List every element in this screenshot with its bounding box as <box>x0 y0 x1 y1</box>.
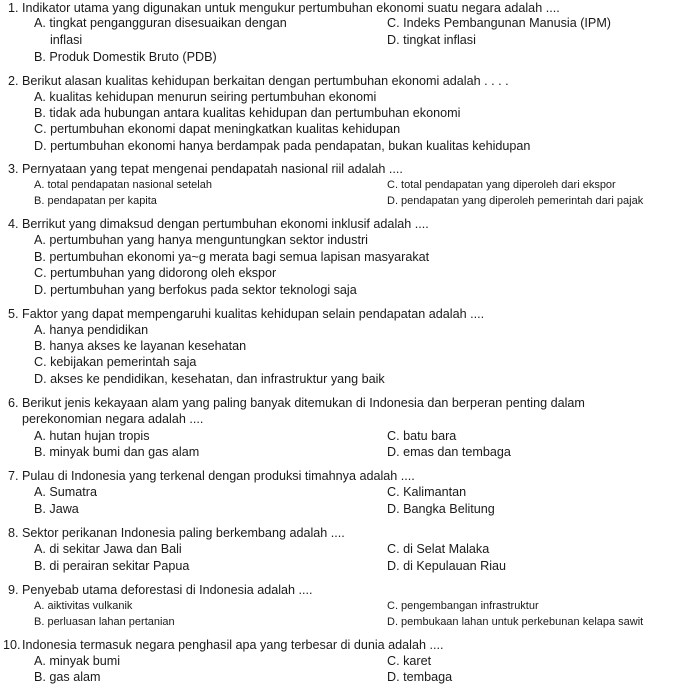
option-c[interactable]: C. Kalimantan <box>387 485 467 499</box>
option-c[interactable]: C. di Selat Malaka <box>387 542 490 556</box>
option-b[interactable]: B. tidak ada hubungan antara kualitas kehidupan dan pertumbuhan ekonomi <box>34 106 461 120</box>
option-b[interactable]: B. di perairan sekitar Papua <box>34 559 190 573</box>
question-stem: Penyebab utama deforestasi di Indonesia adalah .... <box>22 583 313 597</box>
option-a[interactable]: A. total pendapatan nasional setelah <box>34 179 212 191</box>
option-b[interactable]: B. Produk Domestik Bruto (PDB) <box>34 50 217 64</box>
option-a-continued: inflasi <box>50 33 83 47</box>
option-b[interactable]: B. perluasan lahan pertanian <box>34 616 175 628</box>
option-b[interactable]: B. hanya akses ke layanan kesehatan <box>34 339 247 353</box>
question-stem: Faktor yang dapat mempengaruhi kualitas kehidupan selain pendapatan adalah .... <box>22 307 485 321</box>
option-c[interactable]: C. pertumbuhan ekonomi dapat meningkatkan kualitas kehidupan <box>34 122 401 136</box>
option-d[interactable]: D. emas dan tembaga <box>387 445 511 459</box>
option-a[interactable]: A. Sumatra <box>34 485 97 499</box>
option-c[interactable]: C. pertumbuhan yang didorong oleh ekspor <box>34 266 277 280</box>
question-stem: Berikut alasan kualitas kehidupan berkaitan dengan pertumbuhan ekonomi adalah . . . . <box>22 74 509 88</box>
question-number: 8. <box>8 526 19 540</box>
question-number: 5. <box>8 307 19 321</box>
option-a[interactable]: A. aiktivitas vulkanik <box>34 600 133 612</box>
option-a[interactable]: A. hutan hujan tropis <box>34 429 150 443</box>
option-b[interactable]: B. pendapatan per kapita <box>34 195 157 207</box>
question-stem: Berikut jenis kekayaan alam yang paling banyak ditemukan di Indonesia dan berperan penting dalam <box>22 396 585 410</box>
option-b[interactable]: B. pertumbuhan ekonomi ya~g merata bagi semua lapisan masyarakat <box>34 250 430 264</box>
question-stem: Pernyataan yang tepat mengenai pendapatah nasional riil adalah .... <box>22 162 403 176</box>
option-c[interactable]: C. total pendapatan yang diperoleh dari ekspor <box>387 179 616 191</box>
question-stem: Indikator utama yang digunakan untuk mengukur pertumbuhan ekonomi suatu negara adalah .... <box>22 1 560 15</box>
option-c[interactable]: C. karet <box>387 654 432 668</box>
option-b[interactable]: B. Jawa <box>34 502 79 516</box>
question-stem: Sektor perikanan Indonesia paling berkembang adalah .... <box>22 526 345 540</box>
option-a[interactable]: A. tingkat pengangguran disesuaikan dengan <box>34 16 287 30</box>
option-d[interactable]: D. pertumbuhan yang berfokus pada sektor teknologi saja <box>34 283 357 297</box>
option-d[interactable]: D. Bangka Belitung <box>387 502 495 516</box>
option-a[interactable]: A. hanya pendidikan <box>34 323 149 337</box>
option-c[interactable]: C. Indeks Pembangunan Manusia (IPM) <box>387 16 612 30</box>
option-d[interactable]: D. akses ke pendidikan, kesehatan, dan infrastruktur yang baik <box>34 372 385 386</box>
question-stem: Berrikut yang dimaksud dengan pertumbuhan ekonomi inklusif adalah .... <box>22 217 429 231</box>
option-d[interactable]: D. di Kepulauan Riau <box>387 559 507 573</box>
option-c[interactable]: C. batu bara <box>387 429 457 443</box>
question-number: 2. <box>8 74 19 88</box>
option-b[interactable]: B. minyak bumi dan gas alam <box>34 445 200 459</box>
question-number: 3. <box>8 162 19 176</box>
option-d[interactable]: D. tembaga <box>387 670 453 684</box>
question-number: 1. <box>8 1 19 15</box>
option-b[interactable]: B. gas alam <box>34 670 101 684</box>
option-c[interactable]: C. pengembangan infrastruktur <box>387 600 539 612</box>
option-a[interactable]: A. pertumbuhan yang hanya menguntungkan sektor industri <box>34 233 368 247</box>
question-stem: Indonesia termasuk negara penghasil apa yang terbesar di dunia adalah .... <box>22 638 444 652</box>
question-number: 6. <box>8 396 19 410</box>
question-number: 4. <box>8 217 19 231</box>
option-d[interactable]: D. pendapatan yang diperoleh pemerintah dari pajak <box>387 195 644 207</box>
option-d[interactable]: D. pertumbuhan ekonomi hanya berdampak pada pendapatan, bukan kualitas kehidupan <box>34 139 531 153</box>
option-a[interactable]: A. kualitas kehidupan menurun seiring pertumbuhan ekonomi <box>34 90 377 104</box>
question-stem: Pulau di Indonesia yang terkenal dengan produksi timahnya adalah .... <box>22 469 415 483</box>
option-a[interactable]: A. di sekitar Jawa dan Bali <box>34 542 182 556</box>
option-d[interactable]: D. pembukaan lahan untuk perkebunan kelapa sawit <box>387 616 644 628</box>
option-d[interactable]: D. tingkat inflasi <box>387 33 476 47</box>
question-number: 7. <box>8 469 19 483</box>
question-stem-continued: perekonomian negara adalah .... <box>22 412 204 426</box>
question-number: 10. <box>3 638 21 652</box>
option-c[interactable]: C. kebijakan pemerintah saja <box>34 355 197 369</box>
question-number: 9. <box>8 583 19 597</box>
option-a[interactable]: A. minyak bumi <box>34 654 121 668</box>
